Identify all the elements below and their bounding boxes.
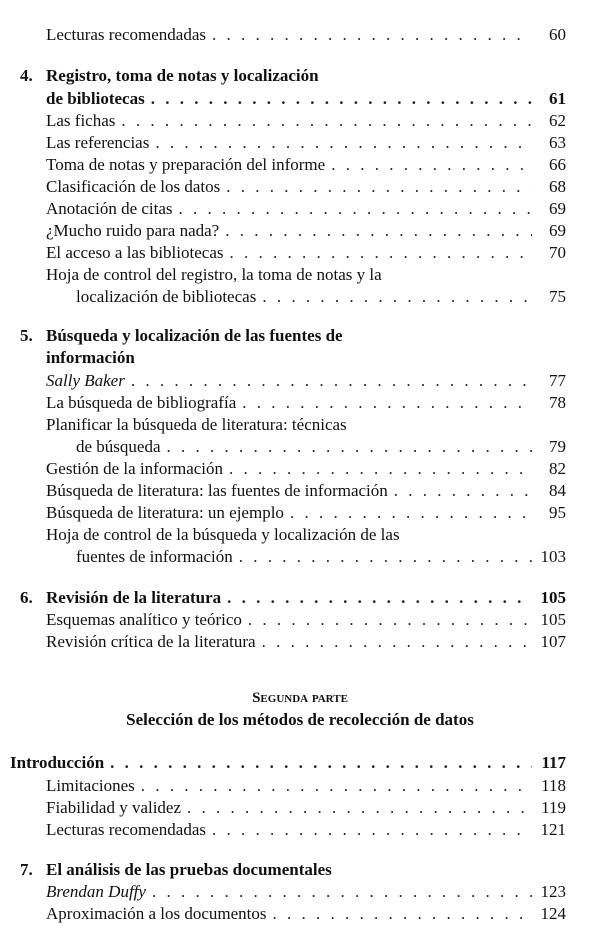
toc-entry	[76, 436, 566, 458]
chapter-title-line: Revisión de la literatura	[46, 588, 222, 607]
entry-page: 61	[549, 89, 566, 108]
leader-dots	[131, 370, 532, 392]
entry-page: 60	[549, 25, 566, 44]
leader-dots	[212, 24, 532, 46]
entry-page: 107	[540, 632, 566, 651]
toc-entry	[46, 480, 566, 502]
toc-entry	[46, 903, 566, 925]
toc-entry	[46, 819, 566, 841]
leader-dots	[141, 775, 532, 797]
leader-dots	[167, 436, 532, 458]
chapter-number: 6.	[20, 588, 33, 607]
entry-title: Búsqueda de literatura: las fuentes de información	[46, 481, 388, 500]
leader-dots	[151, 88, 532, 110]
leader-dots	[179, 198, 532, 220]
chapter-title-line: información	[46, 348, 135, 367]
entry-page: 63	[549, 133, 566, 152]
entry-page: 69	[549, 221, 566, 240]
part-title: Selección de los métodos de recolección de datos	[126, 710, 474, 729]
toc-entry	[20, 587, 566, 609]
entry-page: 62	[549, 111, 566, 130]
entry-page: 78	[549, 393, 566, 412]
toc-entry	[46, 176, 566, 198]
leader-dots	[331, 154, 532, 176]
entry-title: de búsqueda	[76, 437, 161, 456]
leader-dots	[227, 587, 532, 609]
leader-dots	[225, 220, 532, 242]
entry-title: Fiabilidad y validez	[46, 798, 182, 817]
chapter-author: Sally Baker	[46, 371, 125, 390]
leader-dots	[242, 392, 532, 414]
chapter-heading	[20, 65, 319, 87]
entry-page: 105	[540, 588, 566, 607]
entry-title: Búsqueda de literatura: un ejemplo	[46, 503, 284, 522]
entry-title: Toma de notas y preparación del informe	[46, 155, 326, 174]
entry-page: 124	[540, 904, 566, 923]
leader-dots	[229, 242, 532, 264]
entry-title: Las fichas	[46, 111, 116, 130]
entry-page: 70	[549, 243, 566, 262]
entry-title: Hoja de control de la búsqueda y localización de las	[46, 525, 400, 544]
entry-page: 84	[549, 481, 566, 500]
entry-page: 68	[549, 177, 566, 196]
leader-dots	[155, 132, 532, 154]
toc-entry	[46, 797, 566, 819]
toc-entry-wrap	[46, 524, 566, 546]
chapter-heading	[20, 859, 332, 881]
leader-dots	[187, 797, 532, 819]
entry-page: 103	[540, 547, 566, 566]
toc-entry-wrap	[46, 414, 566, 436]
entry-page: 66	[549, 155, 566, 174]
entry-title: Lecturas recomendadas	[46, 25, 206, 44]
chapter-title-line: Búsqueda y localización de las fuentes de	[46, 326, 343, 345]
entry-title: Gestión de la información	[46, 459, 224, 478]
entry-title: ¿Mucho ruido para nada?	[46, 221, 220, 240]
chapter-title-line: Registro, toma de notas y localización	[46, 66, 319, 85]
entry-page: 82	[549, 459, 566, 478]
toc-entry	[46, 609, 566, 631]
chapter-heading	[20, 325, 343, 347]
entry-page: 119	[541, 798, 566, 817]
toc-entry	[46, 24, 566, 46]
entry-title: Hoja de control del registro, la toma de notas y la	[46, 265, 382, 284]
toc-entry	[46, 132, 566, 154]
toc-entry	[46, 242, 566, 264]
toc-entry	[46, 392, 566, 414]
entry-title: El acceso a las bibliotecas	[46, 243, 224, 262]
toc-entry	[46, 198, 566, 220]
entry-title: Limitaciones	[46, 776, 135, 795]
leader-dots	[262, 631, 532, 653]
leader-dots	[273, 903, 533, 925]
toc-entry	[46, 502, 566, 524]
entry-page: 118	[541, 776, 566, 795]
leader-dots	[290, 502, 532, 524]
toc-entry	[46, 370, 566, 392]
toc-entry	[76, 286, 566, 308]
entry-page: 117	[541, 753, 566, 772]
toc-entry	[46, 775, 566, 797]
leader-dots	[239, 546, 532, 568]
toc-entry	[46, 154, 566, 176]
leader-dots	[229, 458, 532, 480]
chapter-author: Brendan Duffy	[46, 882, 146, 901]
toc-entry	[46, 631, 566, 653]
toc-entry	[10, 752, 566, 774]
toc-entry	[46, 110, 566, 132]
leader-dots	[262, 286, 532, 308]
entry-title: Planificar la búsqueda de literatura: técnicas	[46, 415, 347, 434]
toc-entry-wrap	[46, 264, 566, 286]
entry-page: 69	[549, 199, 566, 218]
leader-dots	[226, 176, 532, 198]
toc-entry	[46, 881, 566, 903]
entry-page: 79	[549, 437, 566, 456]
toc-entry	[76, 546, 566, 568]
entry-title: Lecturas recomendadas	[46, 820, 206, 839]
entry-page: 77	[549, 371, 566, 390]
chapter-title-line: El análisis de las pruebas documentales	[46, 860, 332, 879]
entry-title: Revisión crítica de la literatura	[46, 632, 256, 651]
part-label: Segunda parte	[252, 690, 348, 706]
chapter-number: 5.	[20, 326, 33, 345]
entry-title: Anotación de citas	[46, 199, 173, 218]
leader-dots	[110, 752, 532, 774]
toc-entry	[46, 458, 566, 480]
entry-title: Clasificación de los datos	[46, 177, 221, 196]
chapter-number: 7.	[20, 860, 33, 879]
section-heading: Introducción	[10, 753, 105, 772]
entry-page: 121	[540, 820, 566, 839]
entry-title: Aproximación a los documentos	[46, 904, 267, 923]
entry-page: 105	[540, 610, 566, 629]
toc-entry	[46, 220, 566, 242]
leader-dots	[152, 881, 532, 903]
entry-title: fuentes de información	[76, 547, 233, 566]
entry-page: 123	[540, 882, 566, 901]
entry-title: Esquemas analítico y teórico	[46, 610, 242, 629]
leader-dots	[212, 819, 532, 841]
entry-page: 75	[549, 287, 566, 306]
entry-title: localización de bibliotecas	[76, 287, 257, 306]
leader-dots	[121, 110, 532, 132]
chapter-title-line: de bibliotecas	[46, 89, 145, 108]
entry-page: 95	[549, 503, 566, 522]
toc-entry	[46, 88, 566, 110]
leader-dots	[394, 480, 532, 502]
entry-title: Las referencias	[46, 133, 150, 152]
entry-title: La búsqueda de bibliografía	[46, 393, 237, 412]
chapter-number: 4.	[20, 66, 33, 85]
leader-dots	[248, 609, 532, 631]
